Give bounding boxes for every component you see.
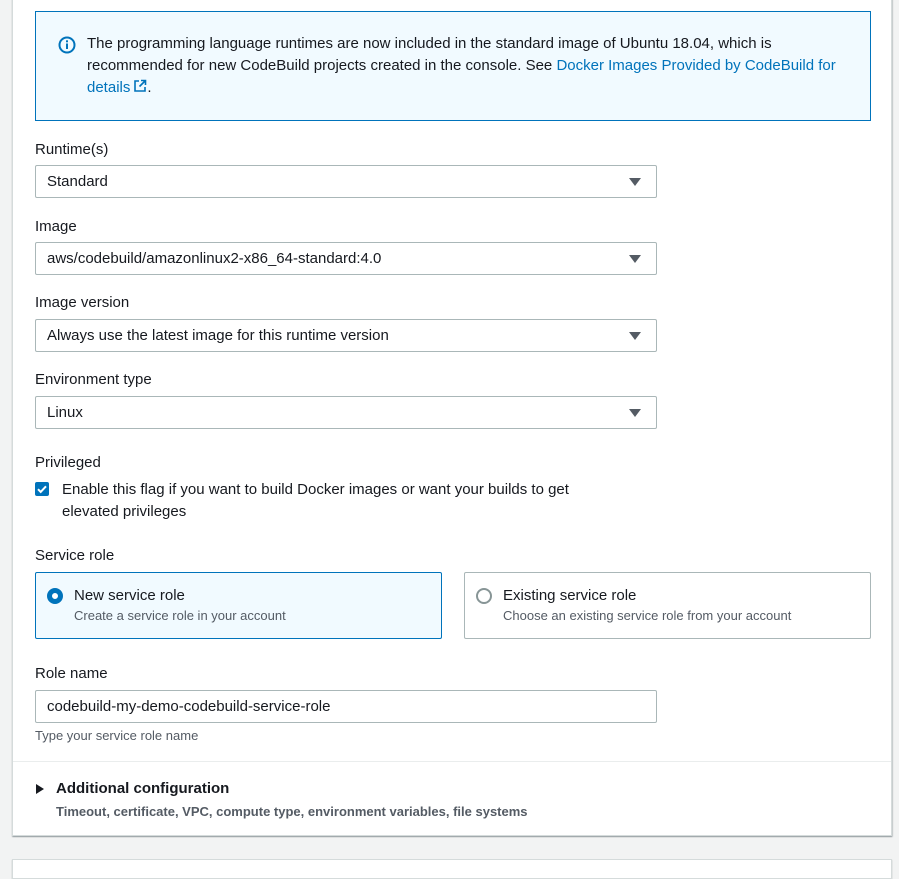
image-version-select[interactable] [35,319,657,352]
additional-configuration-title: Additional configuration [56,780,230,797]
role-name-input[interactable] [35,690,657,723]
caret-right-icon [36,784,44,794]
info-message: The programming language runtimes are now included in the standard image of Ubuntu 18.04, which is recommended for new CodeBuild projects created in the console. See [87,35,772,74]
caret-down-icon [629,409,641,417]
environment-type-select[interactable] [35,396,657,429]
new-service-role-description: Create a service role in your account [74,608,286,623]
runtime-select[interactable] [35,165,657,198]
caret-down-icon [629,255,641,263]
privileged-label: Privileged [35,454,101,471]
info-suffix: . [147,79,152,96]
additional-configuration-description: Timeout, certificate, VPC, compute type, environment variables, file systems [56,804,528,819]
new-service-role-radio[interactable] [47,588,63,604]
info-alert [35,11,871,121]
next-panel [12,859,892,879]
divider [13,761,891,762]
role-name-hint: Type your service role name [35,728,199,743]
image-select[interactable] [35,242,657,275]
privileged-checkbox[interactable] [35,482,49,496]
docker-images-link-label: Docker Images Provided by CodeBuild for details [87,57,836,96]
environment-type-label: Environment type [35,371,152,388]
new-service-role-tile[interactable] [35,572,442,639]
image-value: aws/codebuild/amazonlinux2-x86_64-standard:4.0 [47,250,382,267]
existing-service-role-title: Existing service role [503,587,637,604]
runtime-label: Runtime(s) [35,141,109,158]
new-service-role-title: New service role [74,587,185,604]
image-label: Image [35,218,77,235]
caret-down-icon [629,332,641,340]
external-link-icon [133,78,147,92]
service-role-label: Service role [35,547,115,564]
environment-type-value: Linux [47,404,83,421]
role-name-label: Role name [35,665,108,682]
privileged-checkbox-label: Enable this flag if you want to build Docker images or want your builds to get elevated privileges [62,481,569,520]
info-alert-text [87,33,857,99]
info-icon [58,36,76,54]
checkmark-icon [36,483,48,495]
caret-down-icon [629,178,641,186]
runtime-value: Standard [47,173,108,190]
existing-service-role-description: Choose an existing service role from your account [503,608,792,623]
existing-service-role-tile[interactable] [464,572,871,639]
image-version-value: Always use the latest image for this runtime version [47,327,389,344]
existing-service-role-radio[interactable] [476,588,492,604]
image-version-label: Image version [35,294,130,311]
